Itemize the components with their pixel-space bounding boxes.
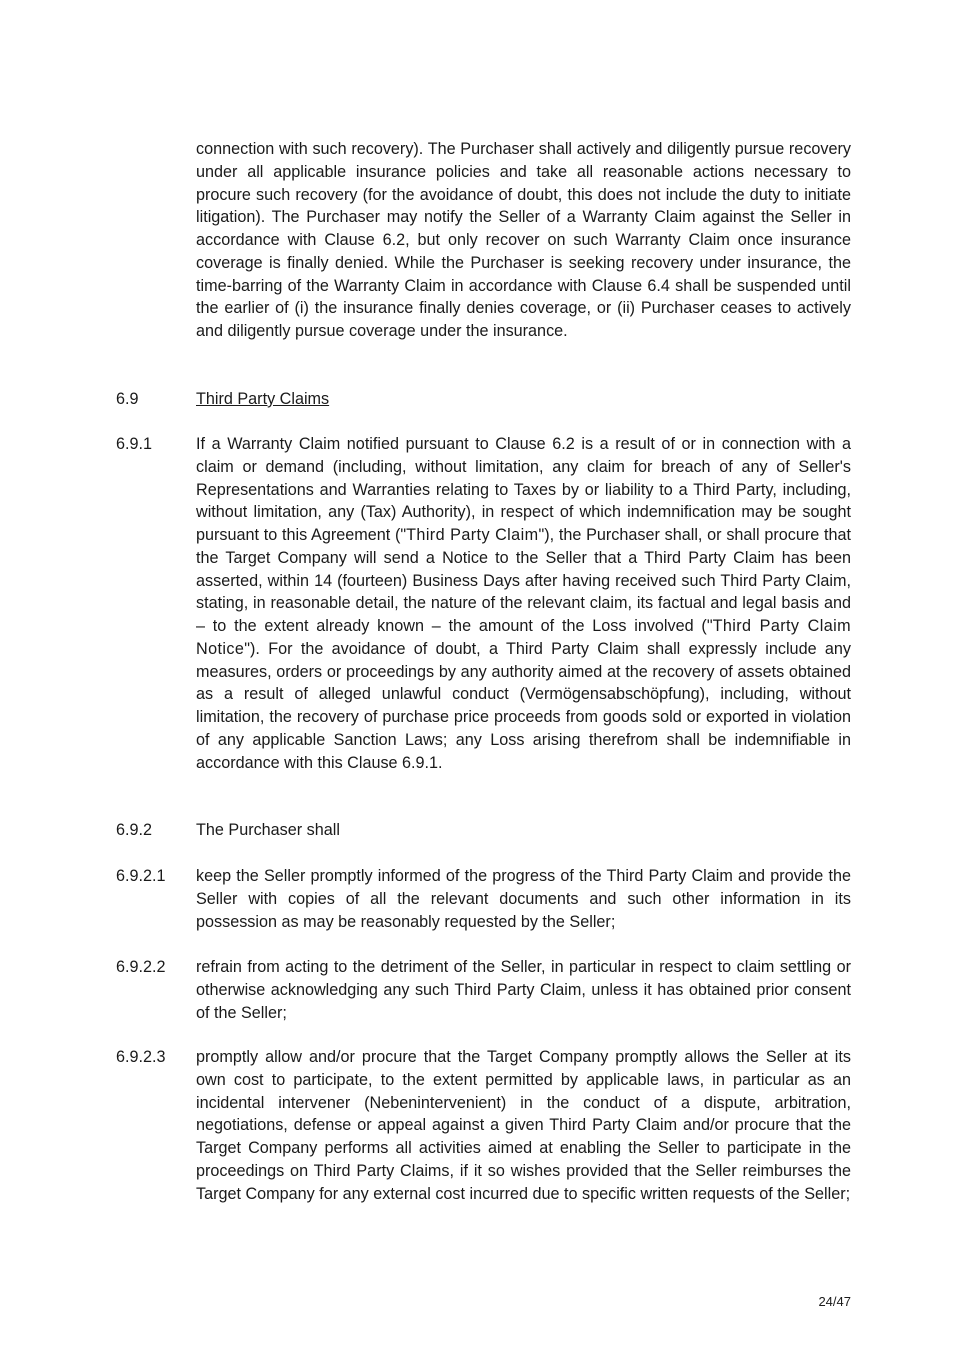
continuation-paragraph: connection with such recovery). The Purchaser shall actively and diligently pursue recovery under all applicable insurance policies and take all reasonable actions necessary to procure such recovery (for the avoidance of doubt, this does not include the duty to initiate litigation). The Purchaser may notify the Seller of a Warranty Claim against the Seller in accordance with Clause 6.2, but only recover on such Warranty Claim once insurance coverage is finally denied. While the Purchaser is seeking recovery under insurance, the time-barring of the Warranty Claim in accordance with Clause 6.4 shall be suspended until the earlier of (i) the insurance finally denies coverage, or (ii) Purchaser ceases to actively and diligently pursue coverage under the insurance. (196, 140, 851, 340)
subclause-number: 6.9.2.3 (116, 1048, 166, 1066)
subclause-text: promptly allow and/or procure that the Target Company promptly allows the Seller at its own cost to participate, to the extent permitted by applicable laws, in particular as an incidental intervener (Nebenintervenient) in the conduct of a dispute, arbitration, negotiations, defense or appeal against a given Third Party Claim and/or procure that the Target Company performs all activities aimed at enabling the Seller to participate in the proceedings on Third Party Claims, if it so wishes provided that the Seller reimburses the Target Company for any external cost incurred due to specific written requests of the Seller; (196, 1048, 851, 1203)
subclause-number: 6.9.2.2 (116, 958, 166, 976)
subclause-text: refrain from acting to the detriment of the Seller, in particular in respect to claim settling or otherwise acknowledging any such Third Party Claim, unless it has obtained prior consent of the Seller; (196, 958, 851, 1022)
page-number: 24/47 (818, 1294, 851, 1309)
section-heading (116, 388, 851, 411)
subclause-6-9-2-1 (116, 865, 851, 933)
clause-text: The Purchaser shall (196, 821, 340, 839)
clause-text: If a Warranty Claim notified pursuant to Clause 6.2 is a result of or in connection with a claim or demand (including, without limitation, any claim for breach of any of Seller's Representations and Warranties relating to Taxes by or liability to a Third Party, including, without limitation, any (Tax) Authority), in respect of which indemnification may be sought pursuant to this Agreement ("Third Party Claim"), the Purchaser shall, or shall procure that the Target Company will send a Notice to the Seller that a Third Party Claim has been asserted, within 14 (fourteen) Business Days after having received such Third Party Claim, stating, in reasonable detail, the nature of the relevant claim, its factual and legal basis and – to the extent already known – the amount of the Loss involved ("Third Party Claim Notice"). For the avoidance of doubt, a Third Party Claim shall expressly include any measures, orders or proceedings by any authority aimed at the recovery of assets obtained as a result of alleged unlawful conduct (Vermögensabschöpfung), including, without limitation, the recovery of purchase price proceeds from goods sold or exported in violation of any applicable Sanction Laws; any Loss arising therefrom shall be indemnifiable in accordance with this Clause 6.9.1. (196, 435, 851, 772)
section-title: Third Party Claims (196, 390, 330, 408)
clause-number: 6.9.1 (116, 435, 153, 453)
defined-term: Third Party Claim (406, 526, 539, 544)
subclause-text: keep the Seller promptly informed of the progress of the Third Party Claim and provide the Seller with copies of all the relevant documents and such other information in its possession as may be reasonably requested by the Seller; (196, 867, 851, 931)
subclause-number: 6.9.2.1 (116, 867, 166, 885)
section-number: 6.9 (116, 390, 139, 408)
clause-number: 6.9.2 (116, 821, 153, 839)
subclause-6-9-2-2 (116, 956, 851, 1024)
subclause-6-9-2-3 (116, 1046, 851, 1205)
clause-6-9-1 (116, 433, 851, 774)
clause-6-9-2 (116, 819, 851, 842)
defined-term: Third Party Claim Notice (196, 617, 851, 658)
